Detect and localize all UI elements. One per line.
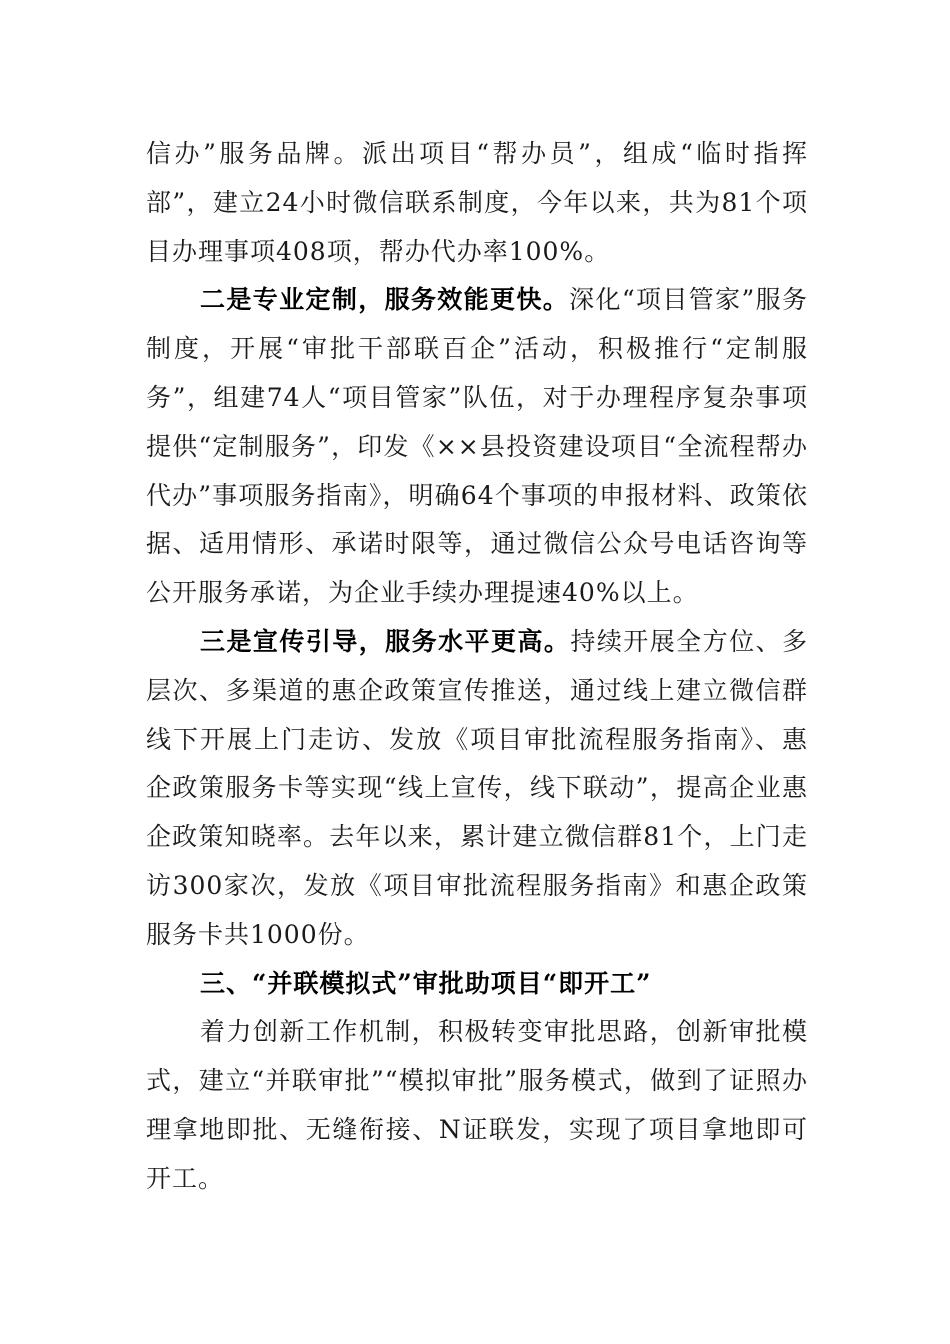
paragraph-text: 深化“项目管家”服务制度，开展“审批干部联百企”活动，积极推行“定制服务”，组建74人“项目管家”队伍，对于办理程序复杂事项提供“定制服务”，印发《××县投资建设项目“全流程帮办代办”事项服务指南》，明确64个事项的申报材料、政策依据、适用情形、承诺时限等，通过微信公众号电话咨询等公开服务承诺，为企业手续办理提速40%以上。 (146, 285, 808, 608)
paragraph-text: 持续开展全方位、多层次、多渠道的惠企政策宣传推送，通过线上建立微信群线下开展上门走访、发放《项目审批流程服务指南》、惠企政策服务卡等实现“线上宣传，线下联动”，提高企业惠企政策知晓率。去年以来，累计建立微信群81个，上门走访300家次，发放《项目审批流程服务指南》和惠企政策服务卡共1000份。 (146, 626, 808, 949)
paragraph-point-three (146, 618, 808, 960)
paragraph-continuation (146, 130, 808, 276)
paragraph-text: 着力创新工作机制，积极转变审批思路，创新审批模式，建立“并联审批”“模拟审批”服务模式，做到了证照办理拿地即批、无缝衔接、N证联发，实现了项目拿地即可开工。 (146, 1017, 808, 1193)
paragraph-point-two (146, 276, 808, 618)
document-body (146, 130, 808, 1204)
paragraph-text: 信办”服务品牌。派出项目“帮办员”，组成“临时指挥部”，建立24小时微信联系制度，今年以来，共为81个项目办理事项408项，帮办代办率100%。 (146, 139, 808, 266)
section-heading (146, 960, 808, 1009)
paragraph-lead: 二是专业定制，服务效能更快。 (200, 285, 570, 315)
paragraph-lead: 三是宣传引导，服务水平更高。 (200, 626, 571, 656)
paragraph-body (146, 1008, 808, 1203)
section-heading-text: 三、“并联模拟式”审批助项目“即开工” (200, 968, 652, 998)
